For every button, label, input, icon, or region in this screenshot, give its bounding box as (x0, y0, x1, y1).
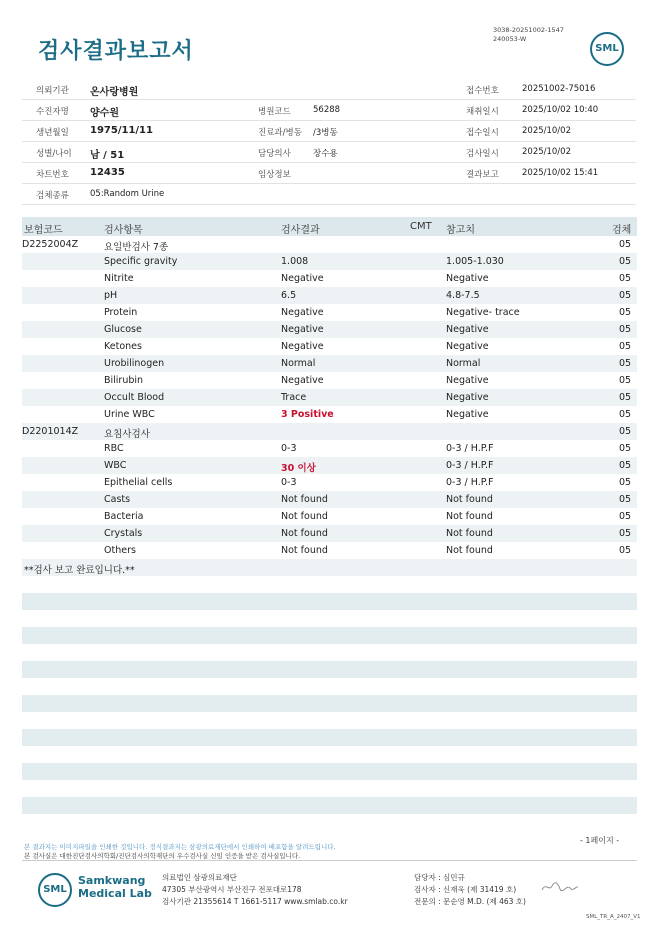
collect-label: 채취일시 (466, 107, 499, 117)
reference-cell: Negative (446, 341, 489, 352)
receive-value: 2025/10/02 (522, 126, 571, 136)
specimen-cell: 05 (619, 290, 632, 301)
table-row (22, 440, 637, 457)
footer-logo (38, 873, 72, 907)
chart-value: 12435 (90, 167, 125, 178)
document-id-line2: 240053-W (493, 35, 527, 43)
dob-label: 생년월일 (36, 128, 69, 138)
table-row (22, 406, 637, 423)
reference-cell: Negative (446, 273, 489, 284)
collect-value: 2025/10/02 10:40 (522, 105, 599, 115)
tester: 검사자 : 신재욱 (제 31419 호) (414, 885, 517, 894)
reference-cell: Negative- trace (446, 307, 520, 318)
hospital-code-value: 56288 (313, 105, 341, 115)
empty-row-band (22, 695, 637, 712)
sex-age-value: 남 / 51 (90, 150, 125, 161)
info-row-2 (22, 101, 636, 121)
specimen-cell: 05 (619, 358, 632, 369)
table-row (22, 542, 637, 559)
result-cell: Negative (281, 375, 324, 386)
specimen-label: 검체종류 (36, 191, 69, 201)
test-date-label: 검사일시 (466, 149, 499, 159)
specimen-cell: 05 (619, 477, 632, 488)
reference-cell: Negative (446, 409, 489, 420)
specimen-cell: 05 (619, 460, 632, 471)
code-cell: D2252004Z (22, 239, 79, 250)
header-item: 검사항목 (104, 225, 143, 236)
specimen-cell: 05 (619, 409, 632, 420)
item-cell: Crystals (104, 528, 143, 539)
signature-image (540, 880, 580, 894)
clinical-label: 임상정보 (258, 170, 291, 180)
table-row (22, 457, 637, 474)
table-row (22, 355, 637, 372)
result-cell: 0-3 (281, 477, 297, 488)
item-cell: WBC (104, 460, 127, 471)
code-cell: D2201014Z (22, 426, 79, 437)
specimen-cell: 05 (619, 341, 632, 352)
item-cell: Casts (104, 494, 131, 505)
footer-note-print: 본 결과지는 이미지파일을 인쇄한 것입니다. 정식결과지는 삼광의료재단에서 인쇄하여 배포함을 알려드립니다. (24, 843, 336, 851)
table-row (22, 372, 637, 389)
reference-cell: Negative (446, 375, 489, 386)
reference-cell: Not found (446, 528, 493, 539)
document-id-line1: 3038-20251002-1547 (493, 26, 564, 34)
specimen-cell: 05 (619, 256, 632, 267)
report-value: 2025/10/02 15:41 (522, 168, 599, 178)
empty-row-band (22, 729, 637, 746)
info-row-5 (22, 164, 636, 184)
footer-divider (22, 860, 637, 861)
specimen-cell: 05 (619, 511, 632, 522)
header-reference: 참고치 (446, 225, 475, 236)
header-cmt: CMT (410, 221, 432, 232)
page-number: - 1페이지 - (580, 836, 620, 845)
specimen-cell: 05 (619, 324, 632, 335)
specimen-cell: 05 (619, 392, 632, 403)
test-date-value: 2025/10/02 (522, 147, 571, 157)
dob-value: 1975/11/11 (90, 125, 153, 136)
reference-cell: Negative (446, 324, 489, 335)
result-cell: Not found (281, 511, 328, 522)
table-row (22, 287, 637, 304)
item-cell: 요일반검사 7종 (104, 242, 169, 253)
table-row (22, 253, 637, 270)
specimen-cell: 05 (619, 375, 632, 386)
specimen-cell: 05 (619, 528, 632, 539)
reference-cell: 1.005-1.030 (446, 256, 504, 267)
specimen-cell: 05 (619, 273, 632, 284)
report-label: 결과보고 (466, 170, 499, 180)
reference-cell: 4.8-7.5 (446, 290, 480, 301)
item-cell: 요침사검사 (104, 429, 150, 440)
table-row (22, 321, 637, 338)
page-title: 검사결과보고서 (38, 39, 194, 64)
specimen-cell: 05 (619, 545, 632, 556)
specimen-cell: 05 (619, 443, 632, 454)
institution-value: 온사랑병원 (90, 87, 139, 98)
item-cell: Bacteria (104, 511, 144, 522)
dept-value: /3병동 (313, 128, 338, 138)
item-cell: Bilirubin (104, 375, 144, 386)
completion-text: **검사 보고 완료입니다.** (24, 565, 135, 576)
reference-cell: 0-3 / H.P.F (446, 477, 494, 488)
info-row-6 (22, 185, 636, 205)
reference-cell: 0-3 / H.P.F (446, 460, 494, 471)
manager: 담당자 : 심민규 (414, 873, 465, 882)
brand-line2: Medical Lab (78, 887, 152, 900)
empty-row-band (22, 763, 637, 780)
result-cell: Negative (281, 307, 324, 318)
item-cell: Nitrite (104, 273, 134, 284)
patient-label: 수진자명 (36, 107, 69, 117)
hospital-code-label: 병원코드 (258, 107, 291, 117)
results-table-body (22, 236, 637, 576)
info-row-3 (22, 122, 636, 142)
item-cell: Urine WBC (104, 409, 155, 420)
staff-block (414, 872, 526, 908)
empty-row-band (22, 593, 637, 610)
info-row-4 (22, 143, 636, 163)
org-name: 의료법인 삼광의료재단 (162, 873, 237, 882)
patient-value: 양수원 (90, 108, 119, 119)
result-cell: 1.008 (281, 256, 309, 267)
info-row-1 (22, 80, 636, 100)
sex-age-label: 성별/나이 (36, 149, 72, 159)
reference-cell: Not found (446, 545, 493, 556)
empty-row-band (22, 627, 637, 644)
header-result: 검사결과 (281, 225, 320, 236)
dept-label: 진료과/병동 (258, 128, 302, 138)
result-cell: Negative (281, 324, 324, 335)
header-code: 보험코드 (24, 225, 63, 236)
receive-label: 접수일시 (466, 128, 499, 138)
sml-logo (590, 32, 624, 66)
item-cell: Glucose (104, 324, 142, 335)
result-cell: Trace (281, 392, 307, 403)
table-row (22, 525, 637, 542)
result-cell: Not found (281, 545, 328, 556)
empty-row-band (22, 661, 637, 678)
result-cell: Not found (281, 494, 328, 505)
item-cell: Specific gravity (104, 256, 178, 267)
table-row (22, 491, 637, 508)
chart-label: 차트번호 (36, 170, 69, 180)
header-specimen: 검체 (612, 225, 632, 236)
table-row (22, 508, 637, 525)
table-row (22, 270, 637, 287)
org-street: 47305 부산광역시 부산진구 전포대로178 (162, 885, 302, 894)
result-cell: 30 이상 (281, 463, 316, 474)
result-cell: 6.5 (281, 290, 297, 301)
result-cell: 3 Positive (281, 409, 334, 420)
reference-cell: Not found (446, 494, 493, 505)
org-contact: 검사기관 21355614 T 1661-5117 www.smlab.co.kr (162, 897, 348, 906)
item-cell: Others (104, 545, 136, 556)
item-cell: Epithelial cells (104, 477, 173, 488)
org-address (162, 872, 348, 908)
receipt-no-value: 20251002-75016 (522, 84, 596, 94)
table-row (22, 236, 637, 253)
reference-cell: Not found (446, 511, 493, 522)
specimen-cell: 05 (619, 307, 632, 318)
logo-text: SML (595, 43, 619, 54)
doctor-label: 담당의사 (258, 149, 291, 159)
item-cell: RBC (104, 443, 124, 454)
empty-row-band (22, 797, 637, 814)
document-id (493, 26, 564, 44)
institution-label: 의뢰기관 (36, 86, 69, 96)
footer-note-cert: 본 검사실은 대한진단검사의학회/진단검사의학재단의 우수검사실 신임 인증을 받은 검사실입니다. (24, 852, 301, 860)
item-cell: Ketones (104, 341, 142, 352)
result-cell: Negative (281, 341, 324, 352)
receipt-no-label: 접수번호 (466, 86, 499, 96)
completion-row (22, 559, 637, 576)
specimen-cell: 05 (619, 494, 632, 505)
result-cell: Normal (281, 358, 316, 369)
results-table-header (22, 217, 637, 236)
table-row (22, 474, 637, 491)
specimen-cell: 05 (619, 239, 632, 250)
form-code: SML_TR_A_2407_V1 (586, 914, 641, 920)
result-cell: 0-3 (281, 443, 297, 454)
table-row (22, 423, 637, 440)
item-cell: Occult Blood (104, 392, 165, 403)
table-row (22, 389, 637, 406)
reference-cell: Normal (446, 358, 481, 369)
brand-line1: Samkwang (78, 874, 146, 887)
specialist: 전문의 : 문순영 M.D. (제 463 호) (414, 897, 526, 906)
table-row (22, 338, 637, 355)
result-cell: Negative (281, 273, 324, 284)
specimen-cell: 05 (619, 426, 632, 437)
table-row (22, 304, 637, 321)
brand-name (78, 874, 152, 900)
item-cell: Protein (104, 307, 138, 318)
specimen-value: 05:Random Urine (90, 189, 165, 199)
reference-cell: 0-3 / H.P.F (446, 443, 494, 454)
footer-logo-text: SML (43, 884, 67, 895)
result-cell: Not found (281, 528, 328, 539)
item-cell: Urobilinogen (104, 358, 165, 369)
item-cell: pH (104, 290, 118, 301)
reference-cell: Negative (446, 392, 489, 403)
doctor-value: 장수용 (313, 149, 338, 159)
